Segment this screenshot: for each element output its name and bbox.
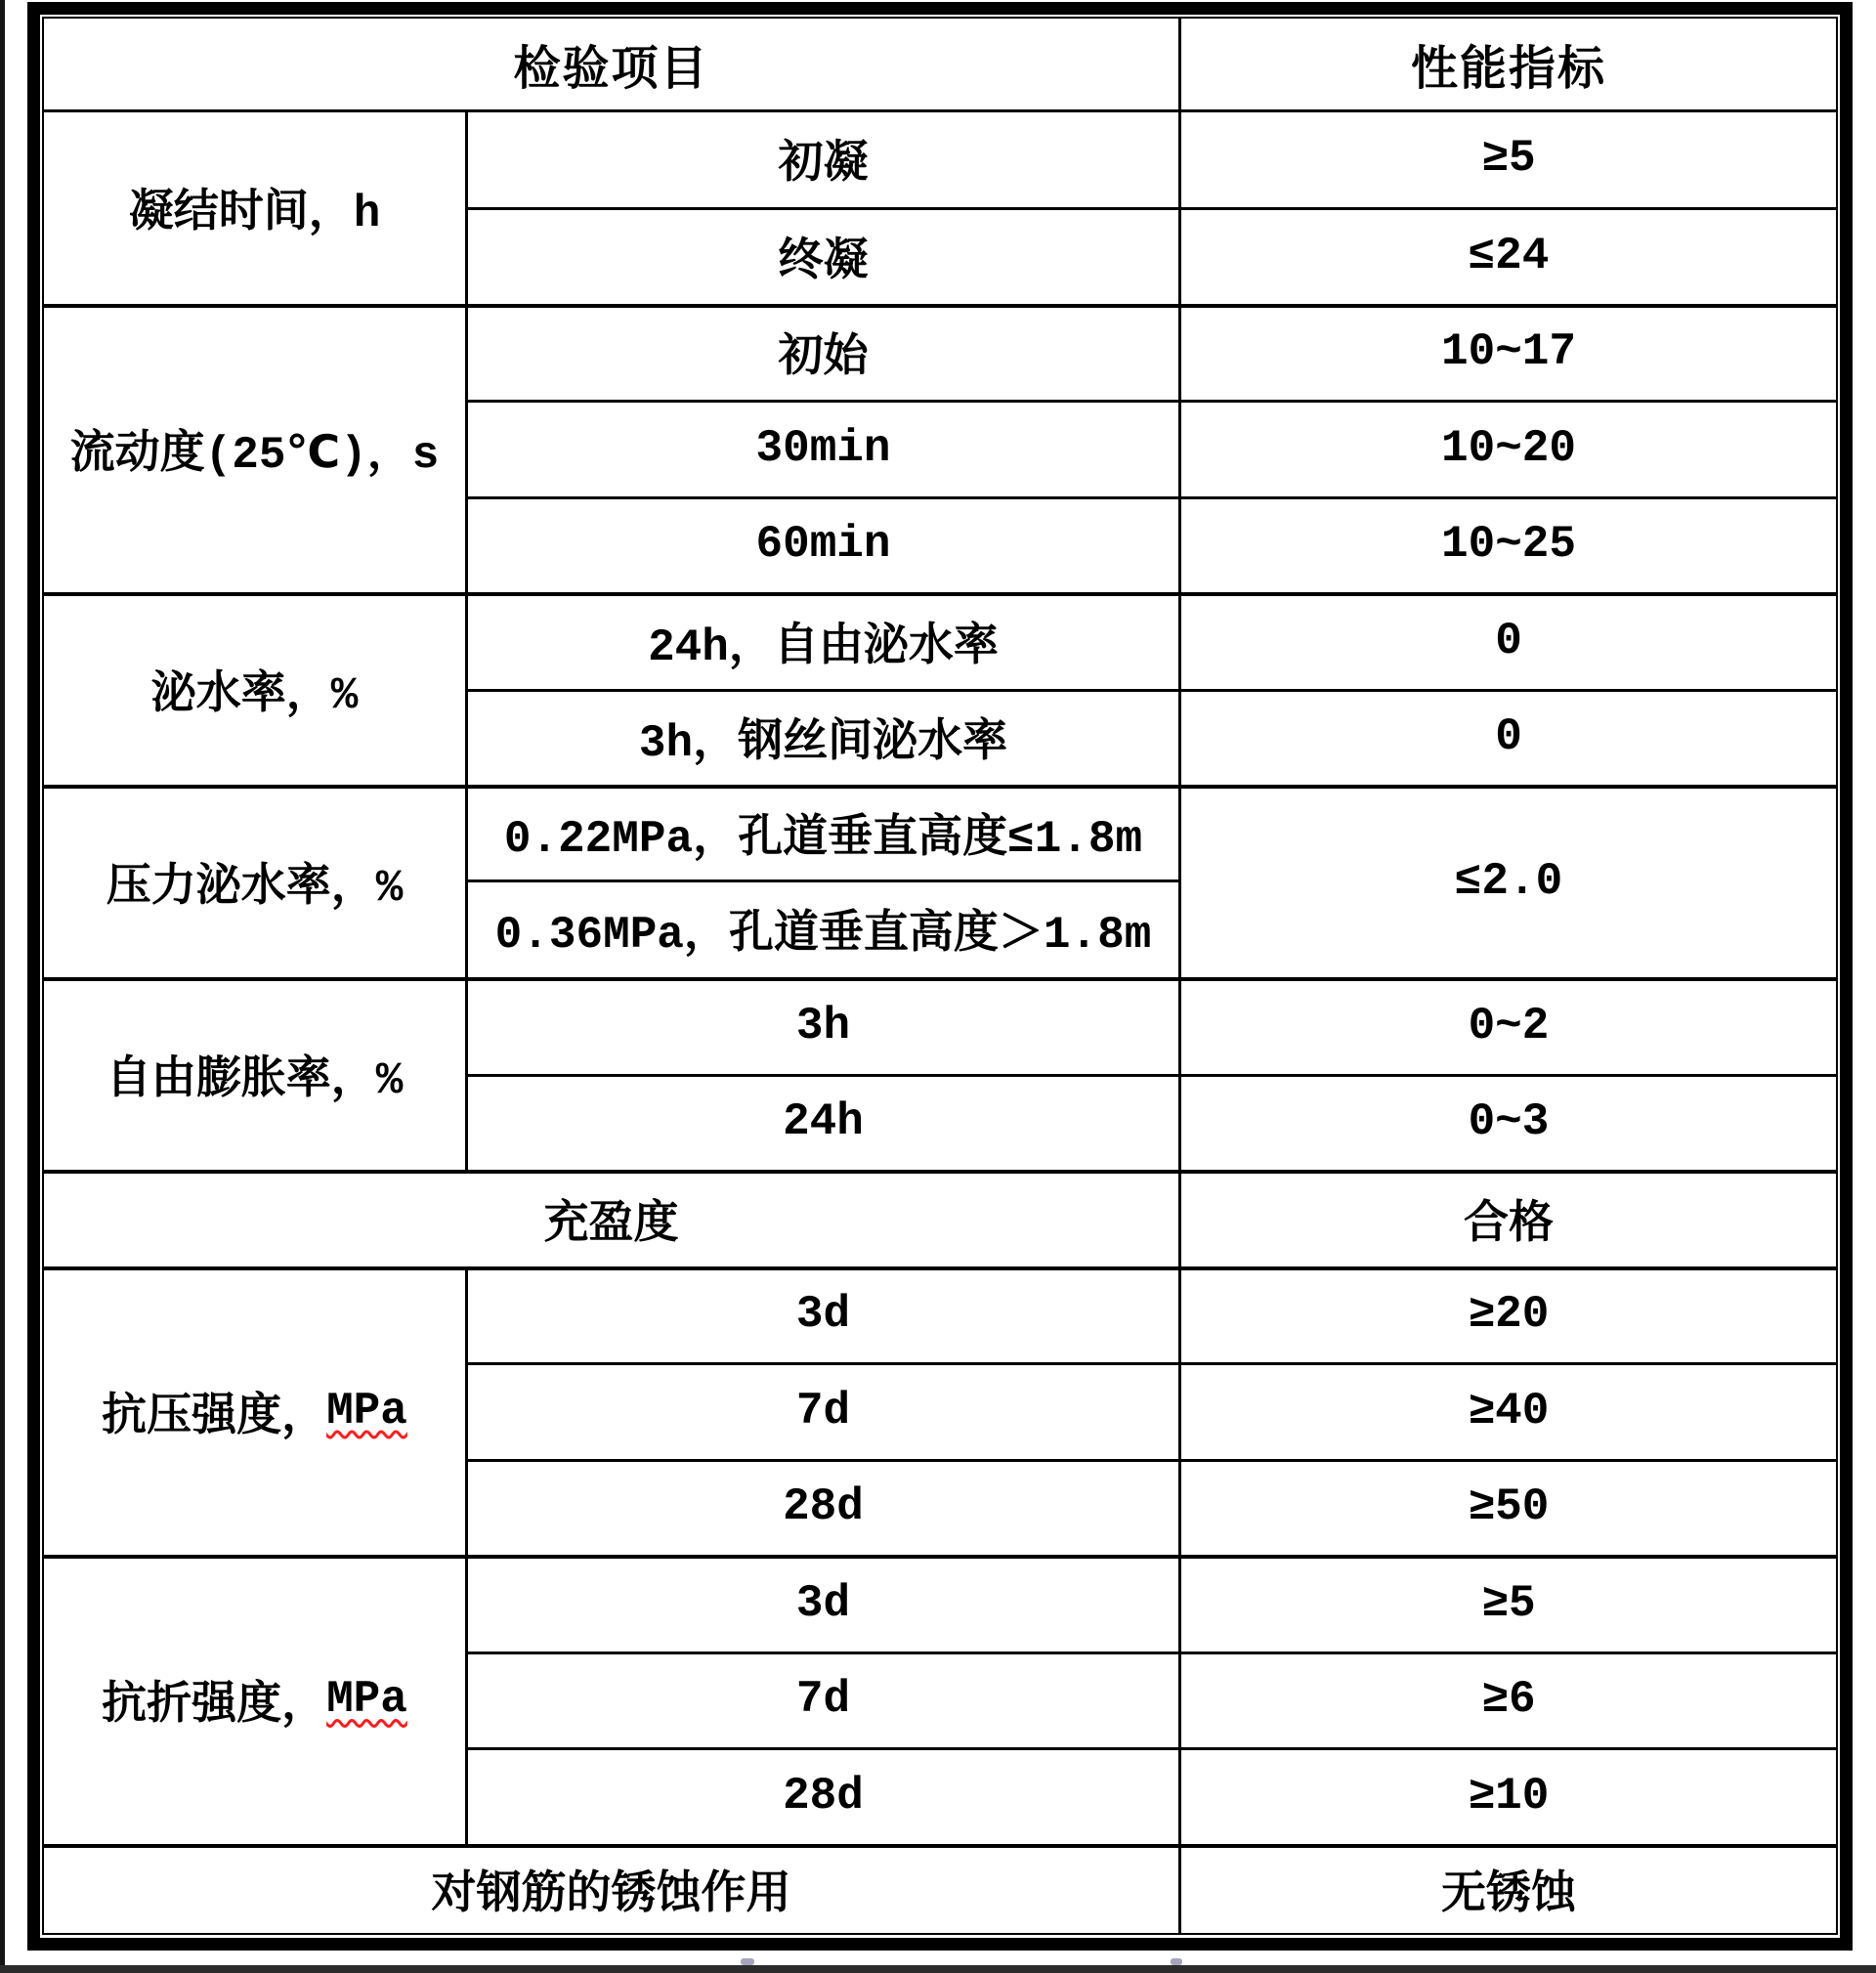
value-cell: ≥50 [1468, 1481, 1550, 1532]
spellcheck-underlined-unit: MPa [326, 1674, 407, 1725]
merged-label-cell: 对钢筋的锈蚀作用 [431, 1869, 791, 1921]
value-cell: ≥10 [1468, 1770, 1550, 1822]
value-cell: ≥20 [1468, 1289, 1550, 1340]
item-cell: 7d [795, 1385, 851, 1437]
item-cell: 60min [755, 519, 891, 570]
table-border-right-thin [1836, 17, 1838, 1935]
section-label: 流动度(25℃)，s [69, 429, 440, 481]
section-label-compressive [44, 1266, 465, 1555]
item-cell: 终凝 [778, 236, 869, 288]
value-cell: 0~2 [1468, 1000, 1550, 1051]
item-cell: 3d [795, 1289, 851, 1340]
value-cell: 10~17 [1440, 326, 1577, 377]
item-cell: 24h [783, 1096, 864, 1147]
item-cell: 3d [795, 1577, 851, 1629]
value-cell: 合格 [1464, 1199, 1554, 1251]
value-cell: 10~25 [1440, 519, 1577, 570]
section-label-text: 抗折强度， [102, 1681, 327, 1732]
value-cell: ≥5 [1481, 1577, 1536, 1629]
value-cell: ≥5 [1481, 133, 1536, 184]
section-label: 凝结时间，h [128, 188, 381, 239]
value-cell: ≥6 [1481, 1674, 1536, 1725]
item-cell: 初始 [778, 333, 869, 384]
spellcheck-underlined-unit: MPa [326, 1385, 407, 1437]
item-cell: 3h，钢丝间泌水率 [638, 718, 1008, 769]
page-bottom-strip [0, 1965, 1876, 1973]
header-cell-value: 性能指标 [1410, 45, 1606, 99]
table-border-bottom-thick [27, 1938, 1853, 1951]
value-cell: 0~3 [1468, 1096, 1550, 1147]
item-cell: 24h，自由泌水率 [648, 622, 999, 673]
value-cell: 0 [1495, 615, 1522, 666]
header-cell-item: 检验项目 [513, 45, 709, 99]
section-label: 压力泌水率，% [106, 862, 404, 914]
item-cell: 30min [755, 422, 891, 474]
table-border-left-thick [27, 2, 40, 1951]
merged-label-cell: 充盈度 [543, 1199, 679, 1251]
section-label-flexural [44, 1555, 465, 1844]
section-label-text: 抗压强度， [102, 1392, 327, 1443]
table-border-top-thick [27, 2, 1853, 15]
item-cell: 初凝 [778, 140, 869, 191]
item-cell: 28d [783, 1481, 864, 1532]
value-cell: ≥40 [1468, 1385, 1550, 1437]
item-cell: 28d [783, 1770, 864, 1822]
page-left-edge-line [0, 0, 5, 1973]
item-cell: 3h [795, 1000, 851, 1051]
value-cell: ≤24 [1468, 230, 1550, 281]
section-label: 自由膨胀率，% [106, 1054, 404, 1106]
value-cell: 0 [1495, 711, 1522, 762]
item-cell: 0.22MPa，孔道垂直高度≤1.8m [503, 813, 1143, 865]
value-cell-merged: ≤2.0 [1454, 855, 1563, 907]
section-label: 泌水率，% [150, 669, 359, 721]
item-cell: 0.36MPa，孔道垂直高度＞1.8m [494, 910, 1152, 961]
value-cell: 无锈蚀 [1441, 1869, 1576, 1921]
value-cell: 10~20 [1440, 422, 1577, 474]
bottom-smudge-mark [1171, 1958, 1182, 1965]
item-cell: 7d [795, 1674, 851, 1725]
bottom-smudge-mark [741, 1958, 754, 1965]
table-border-bottom-thin [42, 1933, 1838, 1935]
table-border-right-thick [1840, 2, 1853, 1951]
